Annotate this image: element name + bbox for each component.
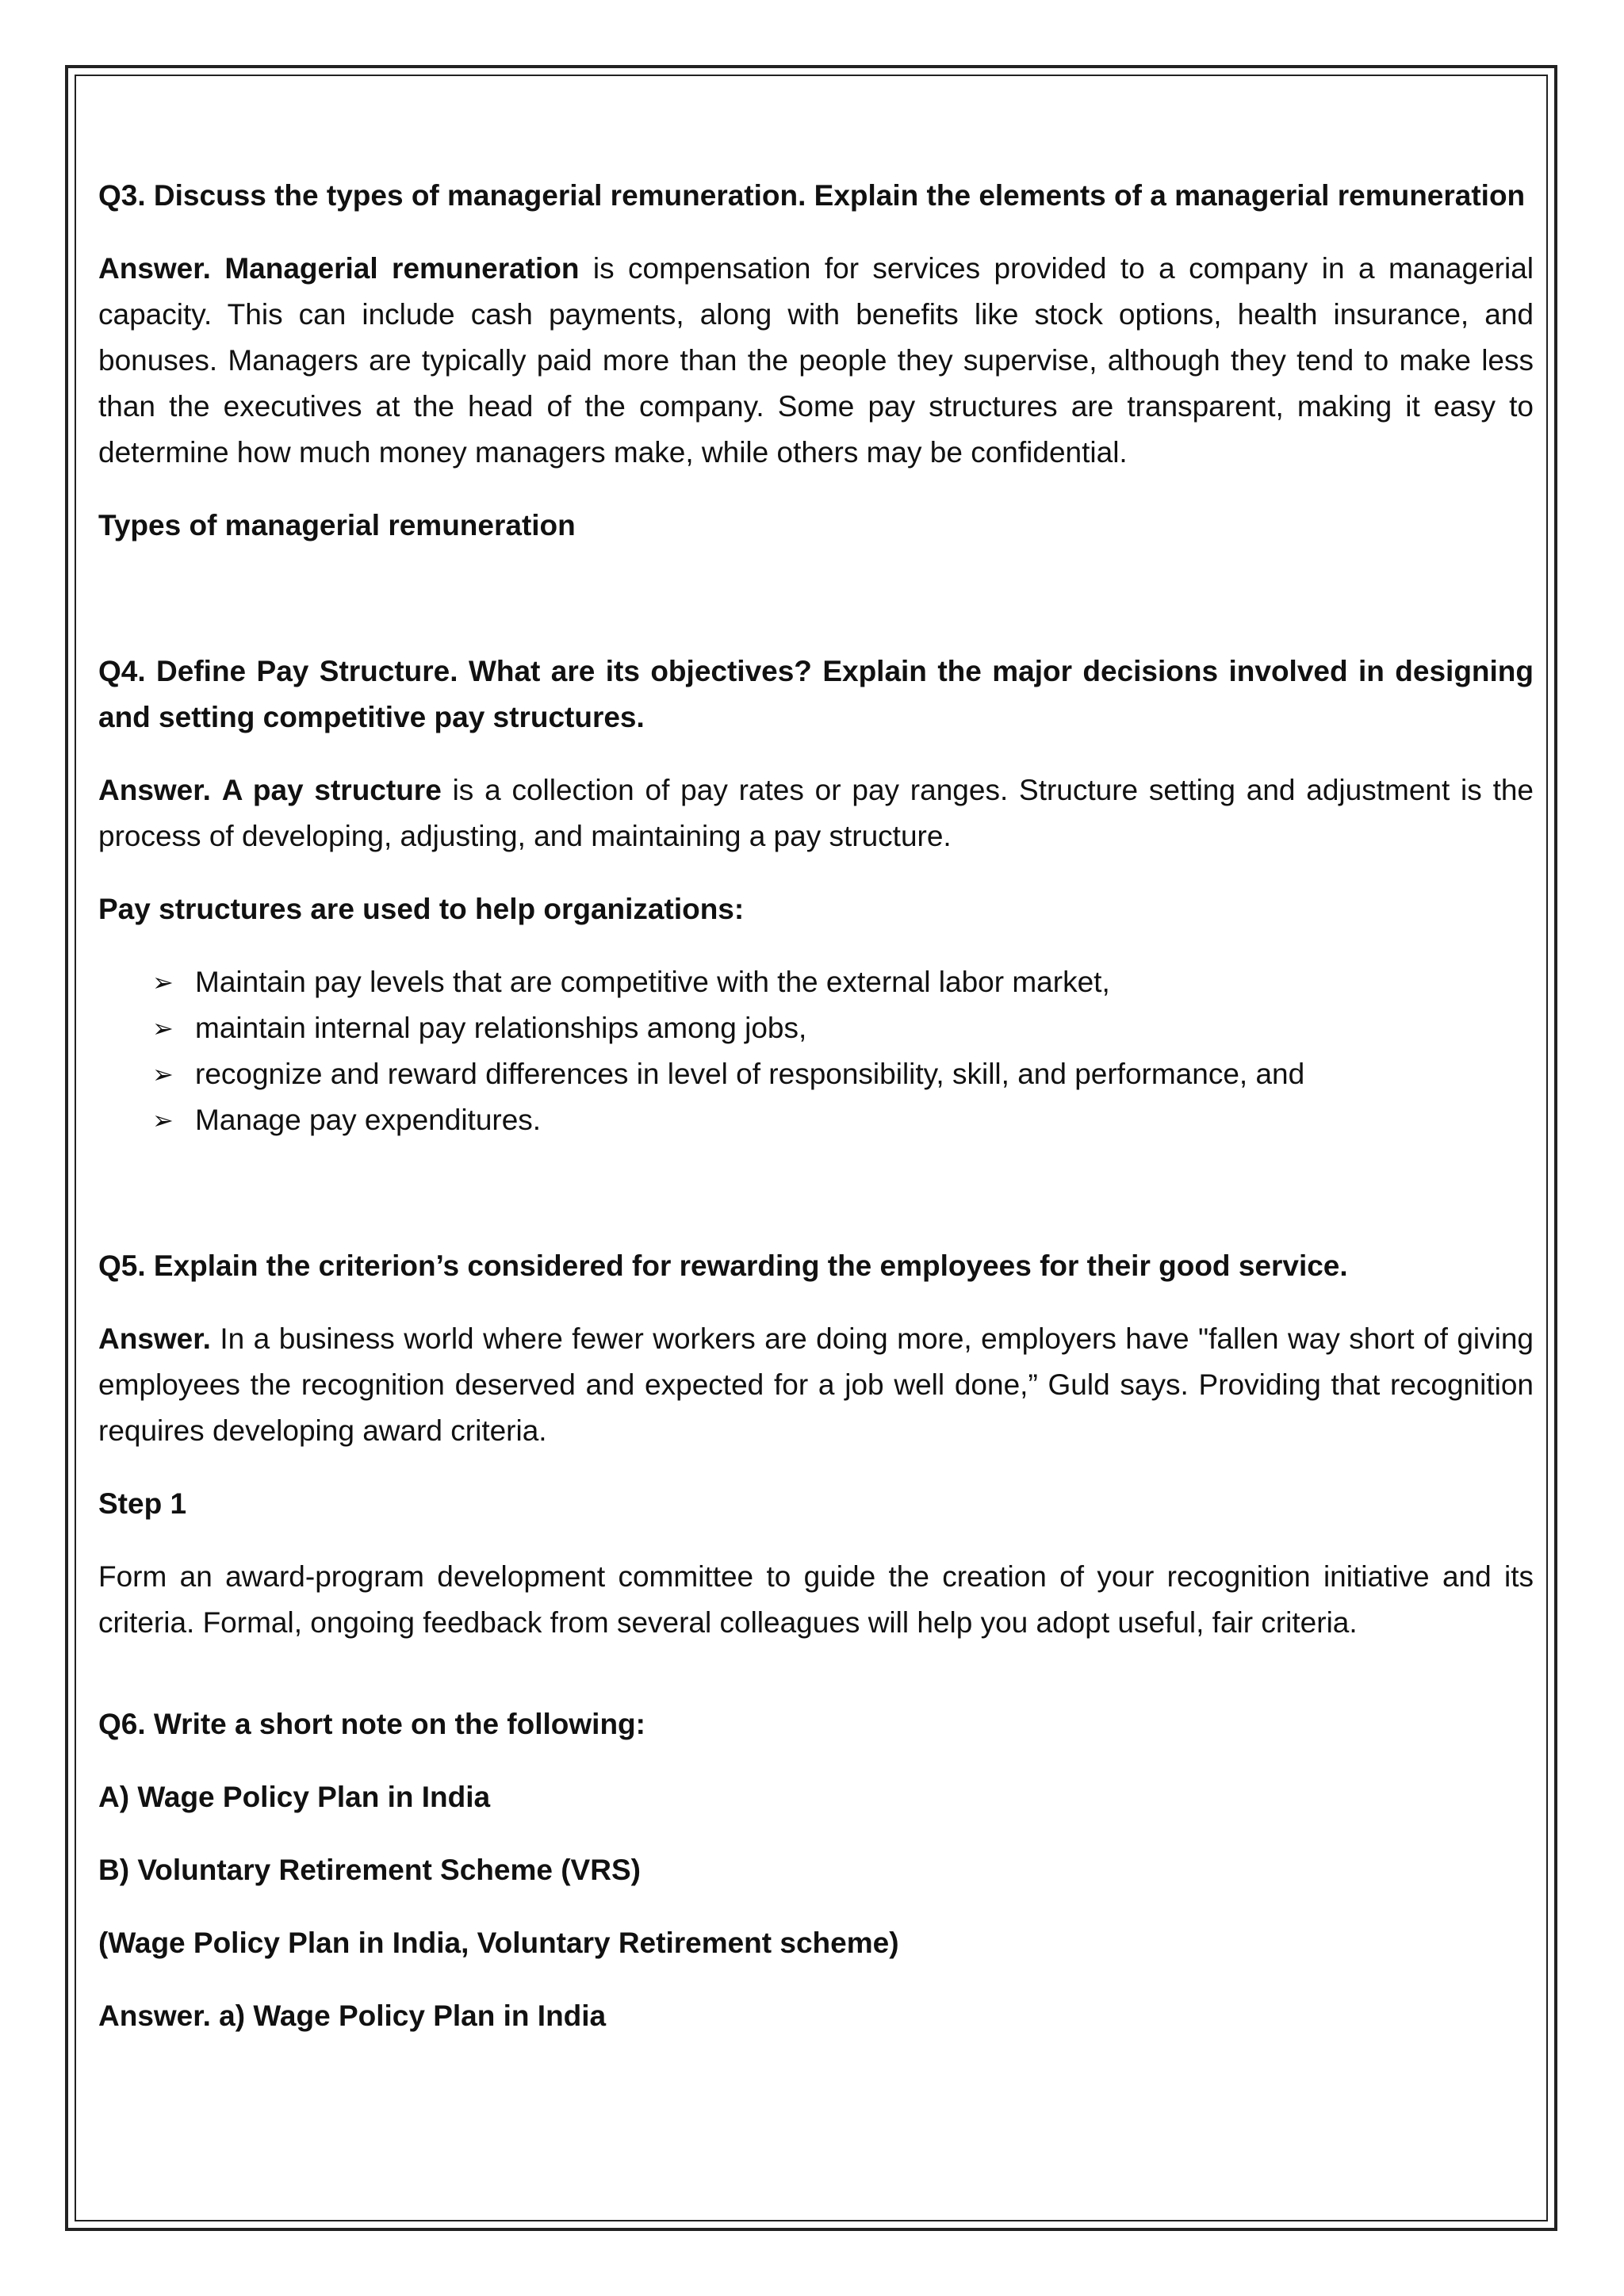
q5-step-heading: Step 1 bbox=[98, 1487, 187, 1520]
q3-answer-paragraph bbox=[98, 246, 1534, 476]
q3-answer-term: Managerial remuneration bbox=[224, 252, 580, 285]
list-item-text: Maintain pay levels that are competitive with the external labor market, bbox=[195, 966, 1110, 998]
q4-answer-term: A pay structure bbox=[221, 774, 442, 806]
q4-subheading: Pay structures are used to help organizations: bbox=[98, 893, 745, 925]
q5-step-text: Form an award-program development committee to guide the creation of your recognition initiative and its criteria. Formal, ongoing feedback from several colleagues will help you adopt useful, fair criteria. bbox=[98, 1560, 1534, 1639]
q3-answer-text: is compensation for services provided to a company in a managerial capacity. This can include cash payments, along with benefits like stock options, health insurance, and bonuses. Managers are typically paid more than the people they supervise, although they tend to make less than the executives at the head of the company. Some pay structures are transparent, making it easy to determine how much money managers make, while others may be confidential. bbox=[98, 252, 1534, 469]
q6-answer-heading: Answer. a) Wage Policy Plan in India bbox=[98, 1999, 607, 2032]
document-content bbox=[98, 173, 1534, 2039]
q4-bullet-list bbox=[98, 959, 1534, 1143]
q4-answer-text: is a collection of pay rates or pay ranges. Structure setting and adjustment is the process of developing, adjusting, and maintaining a pay structure. bbox=[98, 774, 1534, 852]
list-item-text: maintain internal pay relationships among jobs, bbox=[195, 1012, 807, 1044]
q6-note: (Wage Policy Plan in India, Voluntary Retirement scheme) bbox=[98, 1927, 899, 1959]
list-item bbox=[98, 1097, 1534, 1143]
q5-question: Q5. Explain the criterion’s considered for rewarding the employees for their good service. bbox=[98, 1249, 1348, 1282]
arrow-bullet-icon: ➢ bbox=[152, 968, 174, 997]
arrow-bullet-icon: ➢ bbox=[152, 1014, 174, 1043]
list-item-text: Manage pay expenditures. bbox=[195, 1104, 542, 1136]
q3-subheading: Types of managerial remuneration bbox=[98, 509, 576, 541]
list-item bbox=[98, 959, 1534, 1005]
q5-answer-label: Answer. bbox=[98, 1322, 211, 1355]
arrow-bullet-icon: ➢ bbox=[152, 1060, 174, 1089]
list-item bbox=[98, 1051, 1534, 1097]
q5-answer-text: In a business world where fewer workers are doing more, employers have "fallen way short of giving employees the recognition deserved and expected for a job well done,” Guld says. Providing that recognition requires developing award criteria. bbox=[98, 1322, 1534, 1447]
q3-answer-label: Answer. bbox=[98, 252, 211, 285]
list-item-text: recognize and reward differences in level of responsibility, skill, and performance, and bbox=[195, 1058, 1305, 1090]
q4-question: Q4. Define Pay Structure. What are its objectives? Explain the major decisions involved in designing and setting competitive pay structures. bbox=[98, 655, 1534, 733]
q5-answer-paragraph bbox=[98, 1316, 1534, 1454]
q6-question: Q6. Write a short note on the following: bbox=[98, 1708, 645, 1740]
list-item bbox=[98, 1005, 1534, 1051]
q4-answer-paragraph bbox=[98, 767, 1534, 859]
q4-answer-label: Answer. bbox=[98, 774, 211, 806]
q6-item-a: A) Wage Policy Plan in India bbox=[98, 1781, 491, 1813]
arrow-bullet-icon: ➢ bbox=[152, 1106, 174, 1135]
q3-question: Q3. Discuss the types of managerial remuneration. Explain the elements of a managerial remuneration bbox=[98, 179, 1526, 212]
q6-item-b: B) Voluntary Retirement Scheme (VRS) bbox=[98, 1854, 641, 1886]
